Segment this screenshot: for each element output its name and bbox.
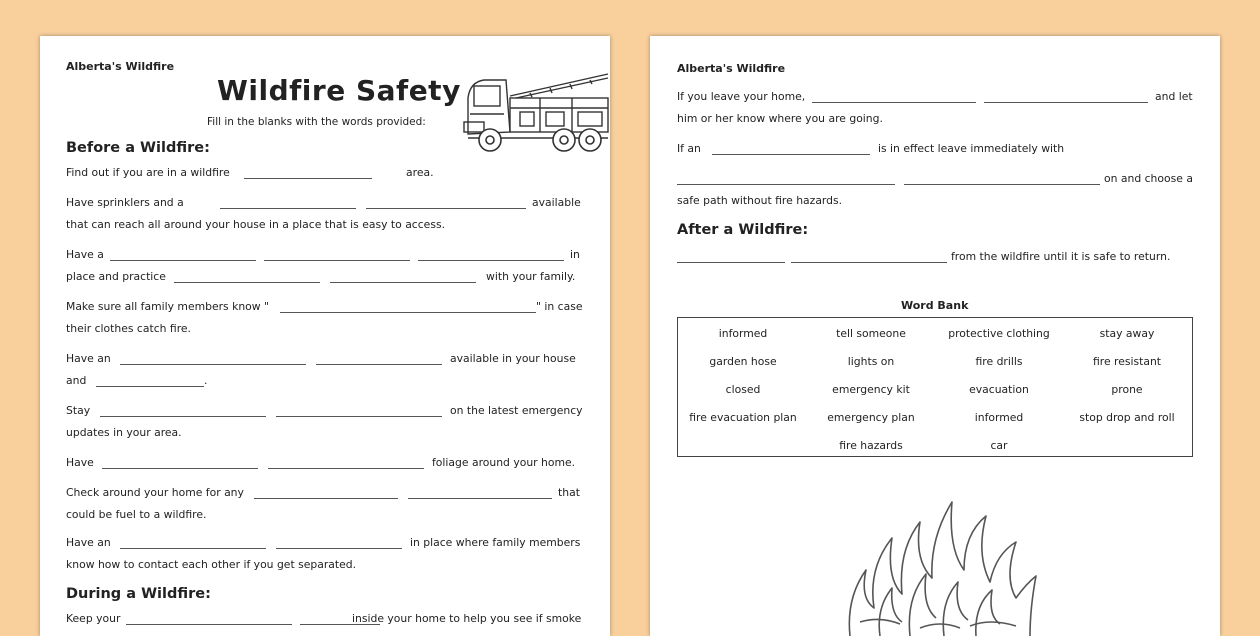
text-line: that can reach all around your house in a place that is easy to access. (66, 218, 446, 231)
blank-field[interactable] (677, 262, 785, 263)
text-line: Find out if you are in a wildfire (66, 166, 230, 179)
text-line: Have (66, 456, 94, 469)
blank-field[interactable] (408, 498, 552, 499)
blank-field[interactable] (316, 364, 442, 365)
blank-field[interactable] (330, 282, 476, 283)
word-bank-box (677, 317, 1193, 457)
section-heading-before: Before a Wildfire: (66, 140, 210, 156)
blank-field[interactable] (677, 184, 895, 185)
blank-field[interactable] (120, 548, 266, 549)
blank-field[interactable] (268, 468, 424, 469)
text-line: Have an (66, 352, 111, 365)
blank-field[interactable] (110, 260, 256, 261)
word-bank-word: evacuation (969, 383, 1029, 396)
worksheet-page-left (40, 36, 610, 636)
text-line: him or her know where you are going. (677, 112, 883, 125)
text-line: safe path without fire hazards. (677, 194, 843, 207)
page-header: Alberta's Wildfire (66, 60, 175, 73)
text-line: Have an (66, 536, 111, 549)
text-line: on and choose a (1104, 172, 1193, 185)
page-title: Wildfire Safety (217, 74, 461, 107)
blank-field[interactable] (244, 178, 372, 179)
word-bank-word: stop drop and roll (1079, 411, 1175, 424)
blank-field[interactable] (264, 260, 410, 261)
page-header: Alberta's Wildfire (677, 62, 786, 75)
text-line: updates in your area. (66, 426, 182, 439)
word-bank-word: tell someone (836, 327, 906, 340)
blank-field[interactable] (102, 468, 258, 469)
text-line: from the wildfire until it is safe to return. (951, 250, 1171, 263)
word-bank-word: emergency kit (832, 383, 910, 396)
text-line: on the latest emergency (450, 404, 583, 417)
word-bank-word: emergency plan (827, 411, 915, 424)
text-line: in (570, 248, 580, 261)
word-bank-word: prone (1111, 383, 1143, 396)
text-line: If an (677, 142, 701, 155)
blank-field[interactable] (366, 208, 526, 209)
word-bank-word: stay away (1099, 327, 1155, 340)
blank-field[interactable] (276, 416, 442, 417)
word-bank-word: protective clothing (948, 327, 1050, 340)
blank-field[interactable] (812, 102, 976, 103)
blank-field[interactable] (276, 548, 402, 549)
text-line: . (204, 374, 208, 387)
section-heading-during: During a Wildfire: (66, 586, 211, 602)
blank-field[interactable] (418, 260, 564, 261)
blank-field[interactable] (791, 262, 947, 263)
word-bank-word: informed (718, 327, 768, 340)
text-line: place and practice (66, 270, 166, 283)
word-bank-word: lights on (847, 355, 895, 368)
flames-icon (840, 498, 1040, 636)
text-line: Check around your home for any (66, 486, 244, 499)
instructions: Fill in the blanks with the words provided: (207, 116, 426, 128)
blank-field[interactable] (126, 624, 292, 625)
blank-field[interactable] (174, 282, 320, 283)
text-line: Have sprinklers and a (66, 196, 184, 209)
text-line: area. (406, 166, 434, 179)
worksheet-page-right (650, 36, 1220, 636)
blank-field[interactable] (984, 102, 1148, 103)
word-bank-word: fire drills (975, 355, 1023, 368)
blank-field[interactable] (712, 154, 870, 155)
text-line: Make sure all family members know " (66, 300, 270, 313)
text-line: Have a (66, 248, 104, 261)
blank-field[interactable] (280, 312, 536, 313)
text-line: Keep your (66, 612, 121, 625)
word-bank-title: Word Bank (901, 299, 969, 312)
text-line: with your family. (486, 270, 576, 283)
word-bank-word: fire hazards (839, 439, 903, 452)
blank-field[interactable] (904, 184, 1100, 185)
text-line: could be fuel to a wildfire. (66, 508, 207, 521)
blank-field[interactable] (96, 386, 204, 387)
text-line: available (532, 196, 581, 209)
text-line: foliage around your home. (432, 456, 576, 469)
word-bank-word: fire resistant (1092, 355, 1162, 368)
blank-field[interactable] (220, 208, 356, 209)
word-bank-word: car (990, 439, 1008, 452)
word-bank-word: garden hose (709, 355, 777, 368)
fire-truck-icon (460, 68, 610, 156)
text-line: and (66, 374, 87, 387)
text-line: inside your home to help you see if smoke (352, 612, 582, 625)
word-bank-word: informed (974, 411, 1024, 424)
text-line: " in case (536, 300, 583, 313)
text-line: know how to contact each other if you get separated. (66, 558, 357, 571)
text-line: Stay (66, 404, 91, 417)
word-bank-word: fire evacuation plan (689, 411, 797, 424)
text-line: If you leave your home, (677, 90, 806, 103)
section-heading-after: After a Wildfire: (677, 222, 809, 238)
blank-field[interactable] (254, 498, 398, 499)
text-line: is in effect leave immediately with (878, 142, 1065, 155)
text-line: in place where family members (410, 536, 581, 549)
text-line: available in your house (450, 352, 576, 365)
blank-field[interactable] (100, 416, 266, 417)
text-line: and let (1155, 90, 1193, 103)
text-line: their clothes catch fire. (66, 322, 191, 335)
word-bank-word: closed (725, 383, 761, 396)
blank-field[interactable] (120, 364, 306, 365)
text-line: that (558, 486, 580, 499)
